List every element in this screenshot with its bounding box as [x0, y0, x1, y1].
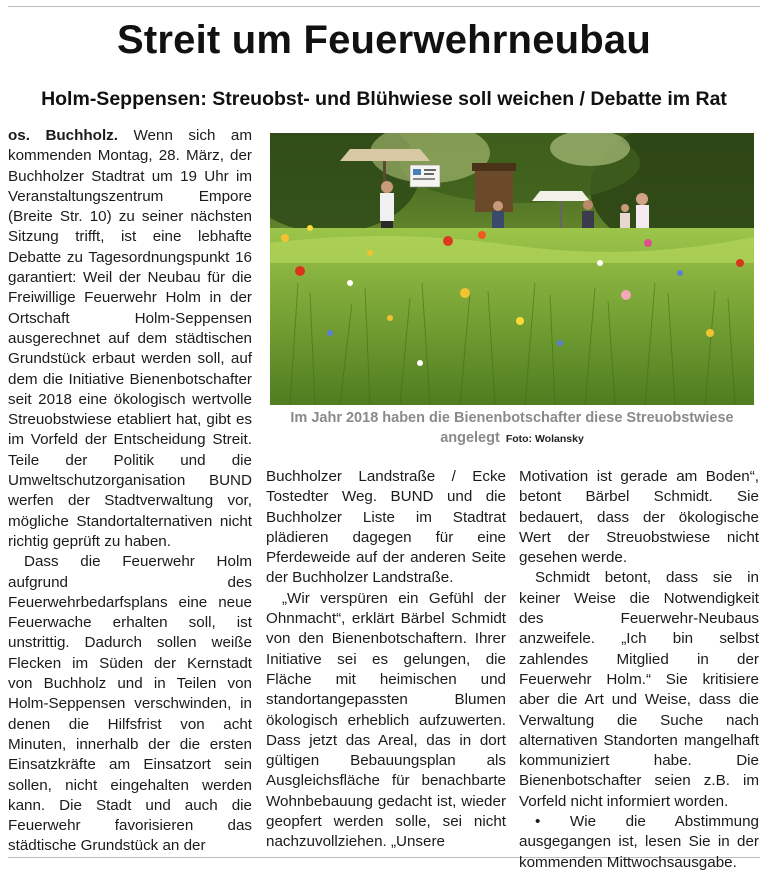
- meadow-photo: [270, 133, 754, 405]
- paragraph-pferdeweide: Buchholzer Landstraße / Ecke Tostedter Weg. BUND und die Buchholzer Liste im Stadtrat plädieren dagegen für eine Pferdeweide auf der anderen Seite der Buchholzer Landstraße.: [266, 468, 506, 587]
- paragraph-abstimmung: • Wie die Abstimmung ausgegangen ist, lesen Sie in der kommenden Mittwochsausgabe.: [519, 813, 759, 871]
- photo-caption: [270, 408, 754, 449]
- paragraph-schmidt: Schmidt betont, dass sie in keiner Weise die Notwendigkeit des Feuerwehr-Neubaus anzweifele. „Ich bin selbst zahlendes Mitglied in der Feuerwehr Holm.“ Sie kritisiere aber die Art und Weise, dass die Verwaltung die Suche nach alternativen Standorten mangelhaft kommuniziert habe. Die Bienenbotschafter seien z.B. im Vorfeld nicht informiert worden.: [519, 569, 759, 810]
- paragraph-motivation: Motivation ist gerade am Boden“, betont Bärbel Schmidt. Sie bedauert, dass der ökologische Wert der Streuobstwiese nicht gesehen werde.: [519, 468, 759, 567]
- dateline: os. Buchholz.: [8, 127, 118, 144]
- paragraph-feuerwache: Dass die Feuerwehr Holm aufgrund des Feuerwehrbedarfsplans eine neue Feuerwache erhalten soll, ist unstrittig. Dadurch sollen weiße Flecken im Süden der Kernstadt von Buchholz und in Teilen von Holm-Seppensen verschwinden, in denen die Hilfsfrist von acht Minuten, innerhalb der die ersten Einsatzkräfte am Einsatzort sein sollen, nicht eingehalten werden kann. Die Stadt und auch die Feuerwehr favorisieren das städtische Grundstück an der: [8, 553, 252, 855]
- column-3: [519, 467, 759, 873]
- photo-credit: Foto: Wolansky: [505, 433, 584, 445]
- meadow-image: [270, 133, 754, 405]
- subheadline: Holm-Seppensen: Streuobst- und Blühwiese soll weichen / Debatte im Rat: [41, 88, 727, 110]
- column-2: [266, 467, 506, 853]
- paragraph-ohnmacht: „Wir verspüren ein Gefühl der Ohnmacht“, erklärt Bärbel Schmidt von den Bienenbotschaftern. Ihrer Initiative sei es gelungen, die Fläche mit heimischen und standortangepassten Blumen ökologisch erheblich aufzuwerten. Dass jetzt das Areal, das in dort gültigen Bebauungsplan als Ausgleichsfläche für benachbarte Wohnbebauung gedacht ist, wieder geopfert werden solle, sei nicht nachzuvollziehen. „Unsere: [266, 589, 506, 851]
- column-1: [8, 126, 252, 857]
- intro-text: Wenn sich am kommenden Montag, 28. März, der Buchholzer Stadtrat um 19 Uhr im Veranstaltungszentrum Empore (Breite Str. 10) zu seiner nächsten Sitzung trifft, ist eine lebhafte Debatte zu Tagesordnungspunkt 16 garantiert: Weil der Neubau für die Freiwillige Feuerwehr Holm in der Ortschaft Holm-Seppensen ausgerechnet auf dem städtischen Grundstück erbaut werden soll, auf dem die Initiative Bienenbotschafter seit 2018 eine ökologisch wertvolle Streuobstwiese etabliert hat, gibt es im Vorfeld der Entscheidung Streit. Teile der Politik und die Umweltschutzorganisation BUND werfen der Stadtverwaltung vor, mögliche Standortalternativen nicht richtig geprüft zu haben.: [8, 127, 252, 550]
- headline: Streit um Feuerwehrneubau: [117, 18, 651, 62]
- caption-text: Im Jahr 2018 haben die Bienenbotschafter diese Streuobstwiese angelegt: [290, 410, 734, 446]
- paragraph-intro: [8, 126, 252, 552]
- sign-icon: [413, 169, 436, 180]
